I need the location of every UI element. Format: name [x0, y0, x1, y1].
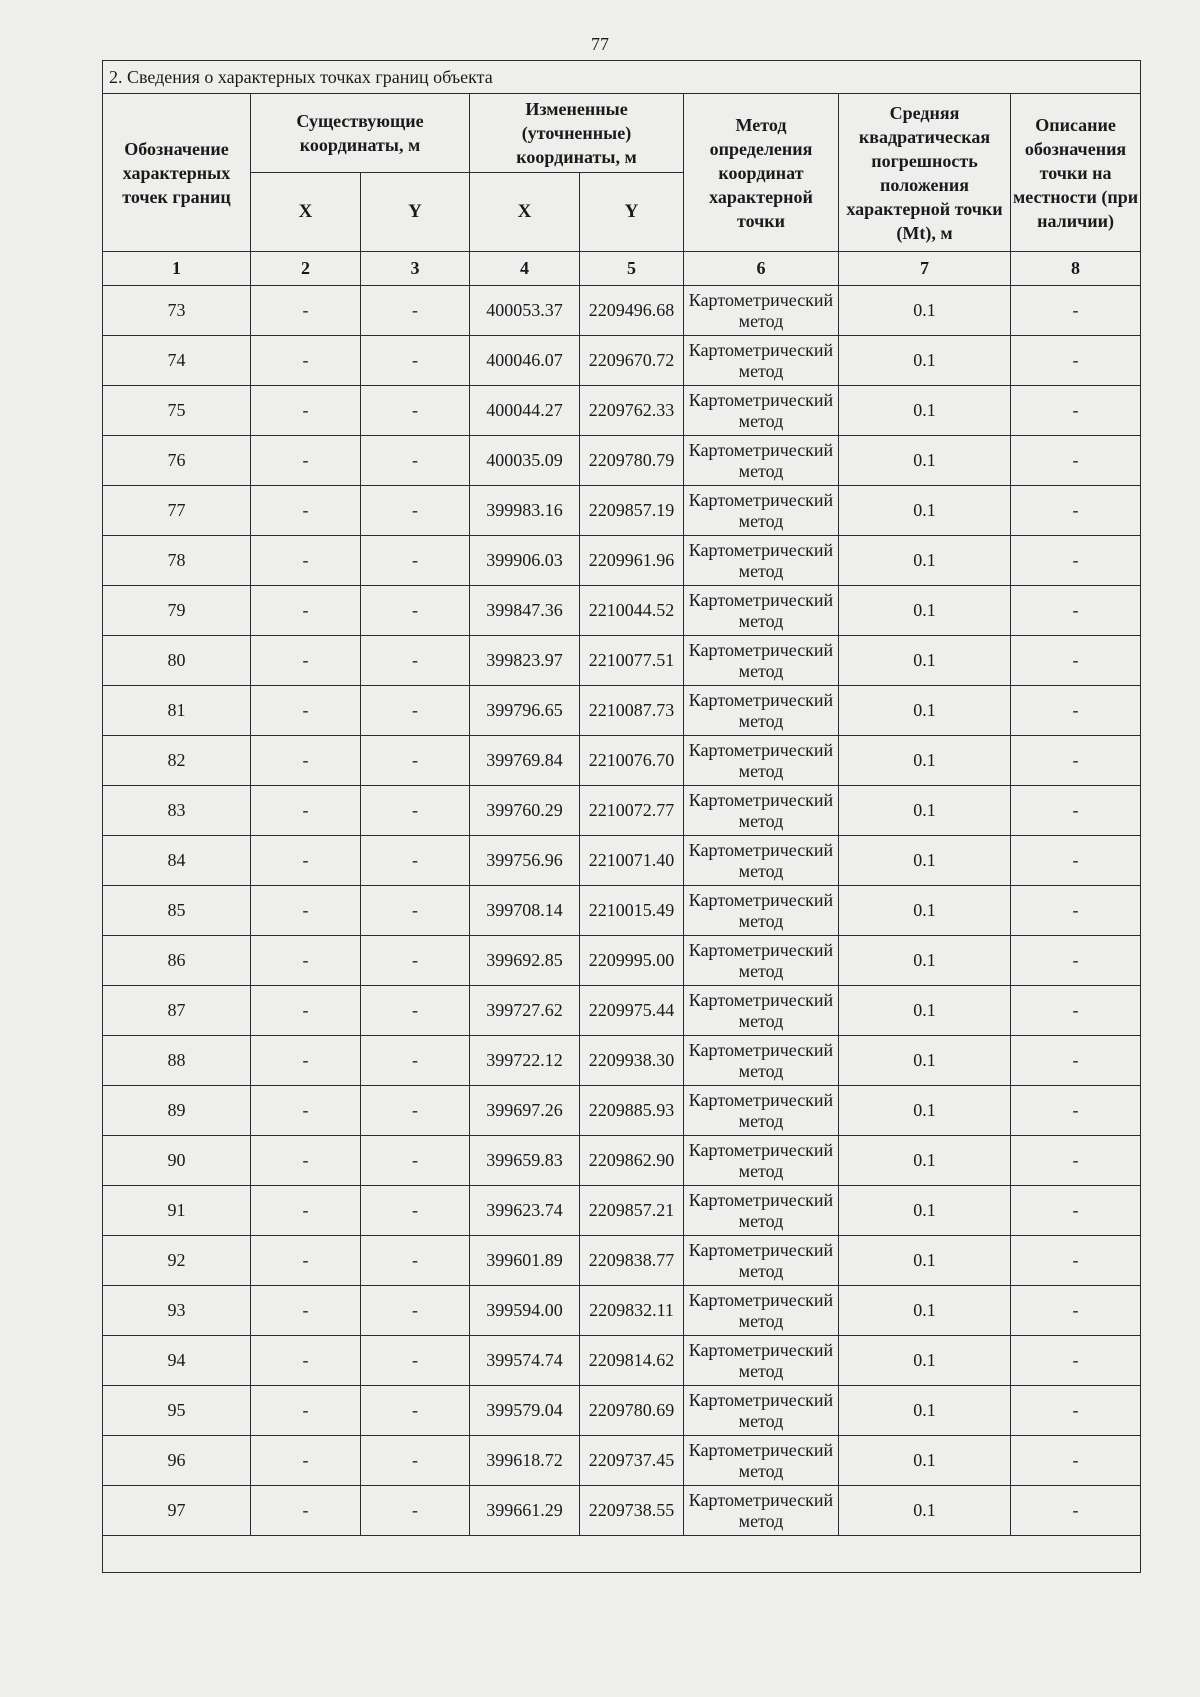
cell-existing-x: -	[251, 286, 361, 336]
header-changed-x: X	[470, 173, 580, 252]
cell-error-mt: 0.1	[839, 1486, 1011, 1536]
cell-error-mt: 0.1	[839, 1036, 1011, 1086]
cell-changed-y: 2209780.79	[580, 436, 684, 486]
cell-point-id: 73	[103, 286, 251, 336]
cell-changed-y: 2209961.96	[580, 536, 684, 586]
cell-changed-y: 2209857.19	[580, 486, 684, 536]
header-row	[103, 94, 1141, 173]
cell-existing-y: -	[361, 1336, 470, 1386]
cell-existing-x: -	[251, 336, 361, 386]
table-row	[103, 1036, 1141, 1086]
cell-description: -	[1011, 586, 1141, 636]
table-row	[103, 836, 1141, 886]
table-row	[103, 1486, 1141, 1536]
cell-existing-y: -	[361, 1036, 470, 1086]
column-number: 7	[839, 252, 1011, 286]
header-existing-y: Y	[361, 173, 470, 252]
column-number-row	[103, 252, 1141, 286]
cell-method: Картометрический метод	[684, 486, 839, 536]
cell-changed-x: 399796.65	[470, 686, 580, 736]
cell-existing-x: -	[251, 436, 361, 486]
cell-existing-x: -	[251, 1436, 361, 1486]
cell-description: -	[1011, 986, 1141, 1036]
cell-method: Картометрический метод	[684, 836, 839, 886]
cell-method: Картометрический метод	[684, 286, 839, 336]
cell-changed-x: 399579.04	[470, 1386, 580, 1436]
cell-error-mt: 0.1	[839, 286, 1011, 336]
cell-method: Картометрический метод	[684, 386, 839, 436]
cell-method: Картометрический метод	[684, 686, 839, 736]
cell-description: -	[1011, 886, 1141, 936]
cell-description: -	[1011, 486, 1141, 536]
table-row	[103, 386, 1141, 436]
cell-description: -	[1011, 1236, 1141, 1286]
cell-point-id: 89	[103, 1086, 251, 1136]
cell-existing-x: -	[251, 636, 361, 686]
cell-existing-x: -	[251, 1336, 361, 1386]
cell-point-id: 84	[103, 836, 251, 886]
cell-changed-x: 399727.62	[470, 986, 580, 1036]
table-row	[103, 286, 1141, 336]
cell-changed-x: 399847.36	[470, 586, 580, 636]
cell-point-id: 97	[103, 1486, 251, 1536]
cell-point-id: 88	[103, 1036, 251, 1086]
cell-existing-x: -	[251, 1086, 361, 1136]
cell-description: -	[1011, 286, 1141, 336]
cell-point-id: 83	[103, 786, 251, 836]
cell-description: -	[1011, 1086, 1141, 1136]
cell-existing-y: -	[361, 1286, 470, 1336]
table-row	[103, 886, 1141, 936]
table-row	[103, 786, 1141, 836]
cell-existing-y: -	[361, 286, 470, 336]
cell-existing-y: -	[361, 686, 470, 736]
cell-point-id: 81	[103, 686, 251, 736]
cell-description: -	[1011, 1186, 1141, 1236]
column-number: 6	[684, 252, 839, 286]
cell-existing-x: -	[251, 1386, 361, 1436]
cell-method: Картометрический метод	[684, 1436, 839, 1486]
table-row	[103, 586, 1141, 636]
cell-changed-y: 2210072.77	[580, 786, 684, 836]
cell-description: -	[1011, 1436, 1141, 1486]
cell-error-mt: 0.1	[839, 1436, 1011, 1486]
cell-existing-x: -	[251, 836, 361, 886]
cell-error-mt: 0.1	[839, 536, 1011, 586]
cell-method: Картометрический метод	[684, 1136, 839, 1186]
cell-changed-y: 2210077.51	[580, 636, 684, 686]
cell-description: -	[1011, 1286, 1141, 1336]
cell-changed-y: 2209857.21	[580, 1186, 684, 1236]
cell-changed-y: 2210076.70	[580, 736, 684, 786]
header-changed-y: Y	[580, 173, 684, 252]
cell-error-mt: 0.1	[839, 1336, 1011, 1386]
column-number: 2	[251, 252, 361, 286]
cell-error-mt: 0.1	[839, 1286, 1011, 1336]
cell-error-mt: 0.1	[839, 736, 1011, 786]
cell-method: Картометрический метод	[684, 336, 839, 386]
cell-changed-y: 2209862.90	[580, 1136, 684, 1186]
table-row	[103, 1086, 1141, 1136]
cell-description: -	[1011, 786, 1141, 836]
cell-changed-y: 2209738.55	[580, 1486, 684, 1536]
cell-description: -	[1011, 1136, 1141, 1186]
cell-point-id: 82	[103, 736, 251, 786]
cell-existing-x: -	[251, 886, 361, 936]
cell-changed-x: 400044.27	[470, 386, 580, 436]
cell-changed-y: 2209995.00	[580, 936, 684, 986]
table-row	[103, 486, 1141, 536]
cell-changed-x: 399697.26	[470, 1086, 580, 1136]
cell-changed-x: 399760.29	[470, 786, 580, 836]
cell-changed-x: 400053.37	[470, 286, 580, 336]
cell-error-mt: 0.1	[839, 986, 1011, 1036]
cell-method: Картометрический метод	[684, 986, 839, 1036]
header-changed-coordinates: Измененные (уточненные) координаты, м	[470, 94, 684, 173]
cell-existing-y: -	[361, 786, 470, 836]
cell-changed-y: 2209838.77	[580, 1236, 684, 1286]
cell-error-mt: 0.1	[839, 686, 1011, 736]
cell-changed-y: 2210087.73	[580, 686, 684, 736]
table-row	[103, 1136, 1141, 1186]
cell-error-mt: 0.1	[839, 936, 1011, 986]
cell-existing-y: -	[361, 736, 470, 786]
cell-changed-x: 399708.14	[470, 886, 580, 936]
table-row	[103, 1386, 1141, 1436]
cell-changed-x: 399594.00	[470, 1286, 580, 1336]
table-row	[103, 636, 1141, 686]
table-row	[103, 936, 1141, 986]
cell-existing-x: -	[251, 736, 361, 786]
header-description: Описание обозначения точки на местности (при наличии)	[1011, 94, 1141, 252]
cell-existing-x: -	[251, 1286, 361, 1336]
empty-footer-cell	[103, 1536, 1141, 1573]
cell-changed-x: 399661.29	[470, 1486, 580, 1536]
cell-description: -	[1011, 1386, 1141, 1436]
cell-existing-x: -	[251, 986, 361, 1036]
cell-point-id: 75	[103, 386, 251, 436]
cell-existing-y: -	[361, 1236, 470, 1286]
cell-existing-x: -	[251, 536, 361, 586]
empty-footer-row	[103, 1536, 1141, 1573]
cell-changed-x: 400046.07	[470, 336, 580, 386]
cell-existing-x: -	[251, 786, 361, 836]
cell-existing-x: -	[251, 1186, 361, 1236]
cell-method: Картометрический метод	[684, 936, 839, 986]
cell-description: -	[1011, 436, 1141, 486]
cell-method: Картометрический метод	[684, 1186, 839, 1236]
boundary-points-table	[102, 60, 1141, 1573]
cell-point-id: 87	[103, 986, 251, 1036]
table-body	[103, 286, 1141, 1573]
cell-error-mt: 0.1	[839, 1186, 1011, 1236]
cell-existing-x: -	[251, 1036, 361, 1086]
table-row	[103, 536, 1141, 586]
cell-description: -	[1011, 336, 1141, 386]
cell-description: -	[1011, 1036, 1141, 1086]
table-row	[103, 736, 1141, 786]
cell-changed-y: 2209832.11	[580, 1286, 684, 1336]
cell-changed-y: 2210071.40	[580, 836, 684, 886]
cell-description: -	[1011, 536, 1141, 586]
cell-changed-y: 2209938.30	[580, 1036, 684, 1086]
cell-existing-x: -	[251, 586, 361, 636]
cell-existing-x: -	[251, 386, 361, 436]
cell-changed-x: 399692.85	[470, 936, 580, 986]
cell-error-mt: 0.1	[839, 486, 1011, 536]
cell-error-mt: 0.1	[839, 1236, 1011, 1286]
cell-point-id: 79	[103, 586, 251, 636]
cell-existing-x: -	[251, 686, 361, 736]
column-number: 5	[580, 252, 684, 286]
cell-description: -	[1011, 936, 1141, 986]
column-number: 3	[361, 252, 470, 286]
cell-method: Картометрический метод	[684, 536, 839, 586]
cell-point-id: 90	[103, 1136, 251, 1186]
header-designation: Обозначение характерных точек границ	[103, 94, 251, 252]
cell-existing-y: -	[361, 886, 470, 936]
table-row	[103, 1336, 1141, 1386]
cell-point-id: 95	[103, 1386, 251, 1436]
cell-error-mt: 0.1	[839, 636, 1011, 686]
cell-existing-x: -	[251, 486, 361, 536]
cell-existing-y: -	[361, 1436, 470, 1486]
table-row	[103, 436, 1141, 486]
header-existing-coordinates: Существующие координаты, м	[251, 94, 470, 173]
cell-changed-x: 399618.72	[470, 1436, 580, 1486]
cell-method: Картометрический метод	[684, 636, 839, 686]
cell-error-mt: 0.1	[839, 586, 1011, 636]
header-method: Метод определения координат характерной точки	[684, 94, 839, 252]
cell-error-mt: 0.1	[839, 436, 1011, 486]
cell-point-id: 96	[103, 1436, 251, 1486]
header-error: Средняя квадратическая погрешность положения характерной точки (Mt), м	[839, 94, 1011, 252]
cell-existing-x: -	[251, 1486, 361, 1536]
cell-method: Картометрический метод	[684, 1236, 839, 1286]
cell-existing-y: -	[361, 1186, 470, 1236]
cell-changed-x: 399906.03	[470, 536, 580, 586]
cell-existing-y: -	[361, 936, 470, 986]
cell-changed-y: 2209975.44	[580, 986, 684, 1036]
cell-changed-x: 399983.16	[470, 486, 580, 536]
cell-existing-y: -	[361, 586, 470, 636]
cell-error-mt: 0.1	[839, 1136, 1011, 1186]
cell-description: -	[1011, 1486, 1141, 1536]
table-row	[103, 986, 1141, 1036]
cell-existing-y: -	[361, 486, 470, 536]
cell-point-id: 91	[103, 1186, 251, 1236]
cell-method: Картометрический метод	[684, 1036, 839, 1086]
cell-error-mt: 0.1	[839, 786, 1011, 836]
cell-method: Картометрический метод	[684, 886, 839, 936]
cell-changed-y: 2209496.68	[580, 286, 684, 336]
cell-existing-y: -	[361, 1086, 470, 1136]
cell-changed-y: 2209737.45	[580, 1436, 684, 1486]
cell-point-id: 94	[103, 1336, 251, 1386]
cell-existing-y: -	[361, 1486, 470, 1536]
cell-existing-x: -	[251, 936, 361, 986]
cell-changed-y: 2209780.69	[580, 1386, 684, 1436]
cell-description: -	[1011, 636, 1141, 686]
cell-method: Картометрический метод	[684, 1336, 839, 1386]
cell-point-id: 78	[103, 536, 251, 586]
cell-point-id: 77	[103, 486, 251, 536]
header-existing-x: X	[251, 173, 361, 252]
cell-changed-y: 2209670.72	[580, 336, 684, 386]
cell-existing-x: -	[251, 1236, 361, 1286]
cell-changed-x: 399722.12	[470, 1036, 580, 1086]
cell-error-mt: 0.1	[839, 836, 1011, 886]
cell-changed-x: 399659.83	[470, 1136, 580, 1186]
table-row	[103, 1186, 1141, 1236]
cell-changed-x: 399756.96	[470, 836, 580, 886]
cell-changed-y: 2209885.93	[580, 1086, 684, 1136]
cell-description: -	[1011, 1336, 1141, 1386]
table-row	[103, 686, 1141, 736]
cell-existing-y: -	[361, 986, 470, 1036]
cell-changed-y: 2209762.33	[580, 386, 684, 436]
section-title: 2. Сведения о характерных точках границ объекта	[103, 61, 1141, 94]
table-row	[103, 1436, 1141, 1486]
cell-changed-x: 400035.09	[470, 436, 580, 486]
cell-point-id: 92	[103, 1236, 251, 1286]
cell-description: -	[1011, 686, 1141, 736]
cell-method: Картометрический метод	[684, 786, 839, 836]
cell-error-mt: 0.1	[839, 886, 1011, 936]
cell-method: Картометрический метод	[684, 1286, 839, 1336]
column-number: 8	[1011, 252, 1141, 286]
table-row	[103, 1236, 1141, 1286]
cell-changed-y: 2210015.49	[580, 886, 684, 936]
cell-point-id: 76	[103, 436, 251, 486]
cell-existing-y: -	[361, 1386, 470, 1436]
cell-changed-y: 2210044.52	[580, 586, 684, 636]
cell-method: Картометрический метод	[684, 1486, 839, 1536]
cell-point-id: 74	[103, 336, 251, 386]
cell-method: Картометрический метод	[684, 1386, 839, 1436]
cell-method: Картометрический метод	[684, 436, 839, 486]
cell-error-mt: 0.1	[839, 336, 1011, 386]
cell-error-mt: 0.1	[839, 1086, 1011, 1136]
cell-point-id: 86	[103, 936, 251, 986]
cell-existing-x: -	[251, 1136, 361, 1186]
section-title-row	[103, 61, 1141, 94]
cell-existing-y: -	[361, 536, 470, 586]
cell-changed-y: 2209814.62	[580, 1336, 684, 1386]
cell-method: Картометрический метод	[684, 736, 839, 786]
cell-description: -	[1011, 386, 1141, 436]
cell-description: -	[1011, 736, 1141, 786]
cell-method: Картометрический метод	[684, 1086, 839, 1136]
cell-existing-y: -	[361, 336, 470, 386]
cell-point-id: 80	[103, 636, 251, 686]
cell-existing-y: -	[361, 386, 470, 436]
cell-point-id: 85	[103, 886, 251, 936]
cell-existing-y: -	[361, 436, 470, 486]
cell-changed-x: 399574.74	[470, 1336, 580, 1386]
cell-existing-y: -	[361, 1136, 470, 1186]
table-row	[103, 336, 1141, 386]
cell-existing-y: -	[361, 636, 470, 686]
cell-changed-x: 399823.97	[470, 636, 580, 686]
cell-error-mt: 0.1	[839, 1386, 1011, 1436]
cell-existing-y: -	[361, 836, 470, 886]
cell-error-mt: 0.1	[839, 386, 1011, 436]
cell-changed-x: 399623.74	[470, 1186, 580, 1236]
cell-changed-x: 399769.84	[470, 736, 580, 786]
cell-point-id: 93	[103, 1286, 251, 1336]
cell-changed-x: 399601.89	[470, 1236, 580, 1286]
cell-description: -	[1011, 836, 1141, 886]
page-number: 77	[591, 34, 609, 54]
column-number: 1	[103, 252, 251, 286]
table-row	[103, 1286, 1141, 1336]
column-number: 4	[470, 252, 580, 286]
cell-method: Картометрический метод	[684, 586, 839, 636]
